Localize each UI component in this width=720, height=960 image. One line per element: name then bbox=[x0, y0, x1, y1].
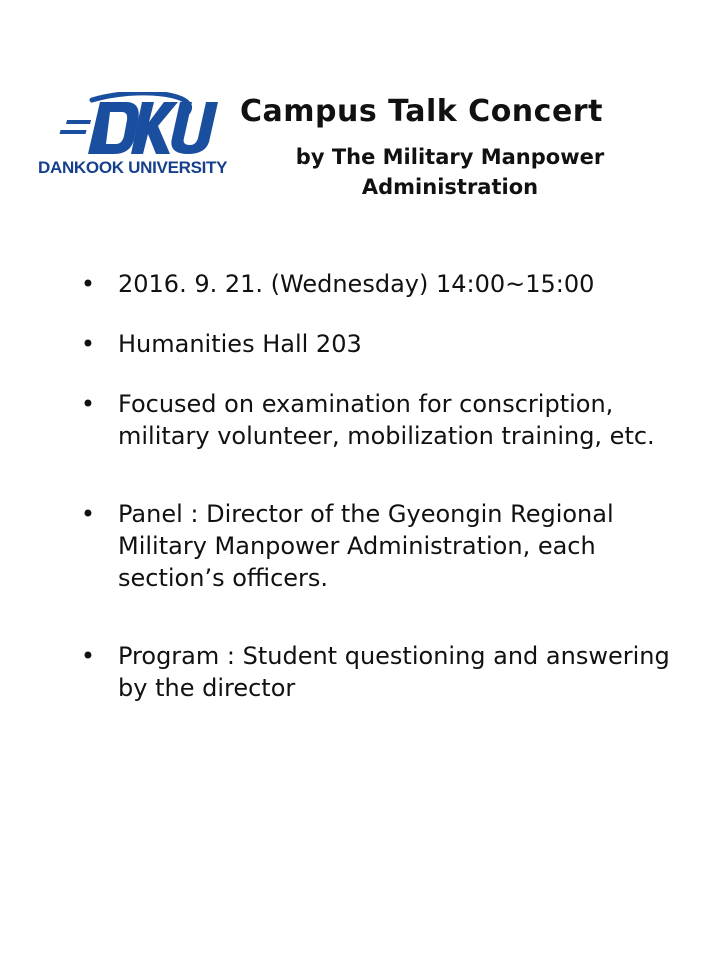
list-item-panel bbox=[78, 498, 678, 594]
dku-logo-mark bbox=[30, 92, 238, 158]
focus-text: Focused on examination for conscription, military volunteer, mobilization training, etc. bbox=[118, 390, 655, 450]
list-item-program bbox=[78, 640, 678, 704]
bullet-icon: • bbox=[80, 330, 96, 358]
page-title: Campus Talk Concert bbox=[240, 94, 603, 129]
location-text: Humanities Hall 203 bbox=[118, 330, 362, 358]
list-item-focus bbox=[78, 388, 678, 452]
panel-text: Panel : Director of the Gyeongin Regional Military Manpower Administration, each section’s officers. bbox=[118, 500, 614, 592]
bullet-icon: • bbox=[80, 500, 96, 528]
date-time-text: 2016. 9. 21. (Wednesday) 14:00~15:00 bbox=[118, 270, 595, 298]
list-item-location bbox=[78, 328, 678, 360]
logo-caption: DANKOOK UNIVERSITY bbox=[38, 158, 228, 177]
bullet-icon: • bbox=[80, 270, 96, 298]
bullet-icon: • bbox=[80, 390, 96, 418]
details-list bbox=[78, 268, 678, 704]
list-item-date bbox=[78, 268, 678, 300]
dku-logo bbox=[30, 92, 238, 192]
program-text: Program : Student questioning and answering by the director bbox=[118, 642, 670, 702]
page-subtitle: by The Military Manpower Administration bbox=[295, 145, 605, 199]
bullet-icon: • bbox=[80, 642, 96, 670]
